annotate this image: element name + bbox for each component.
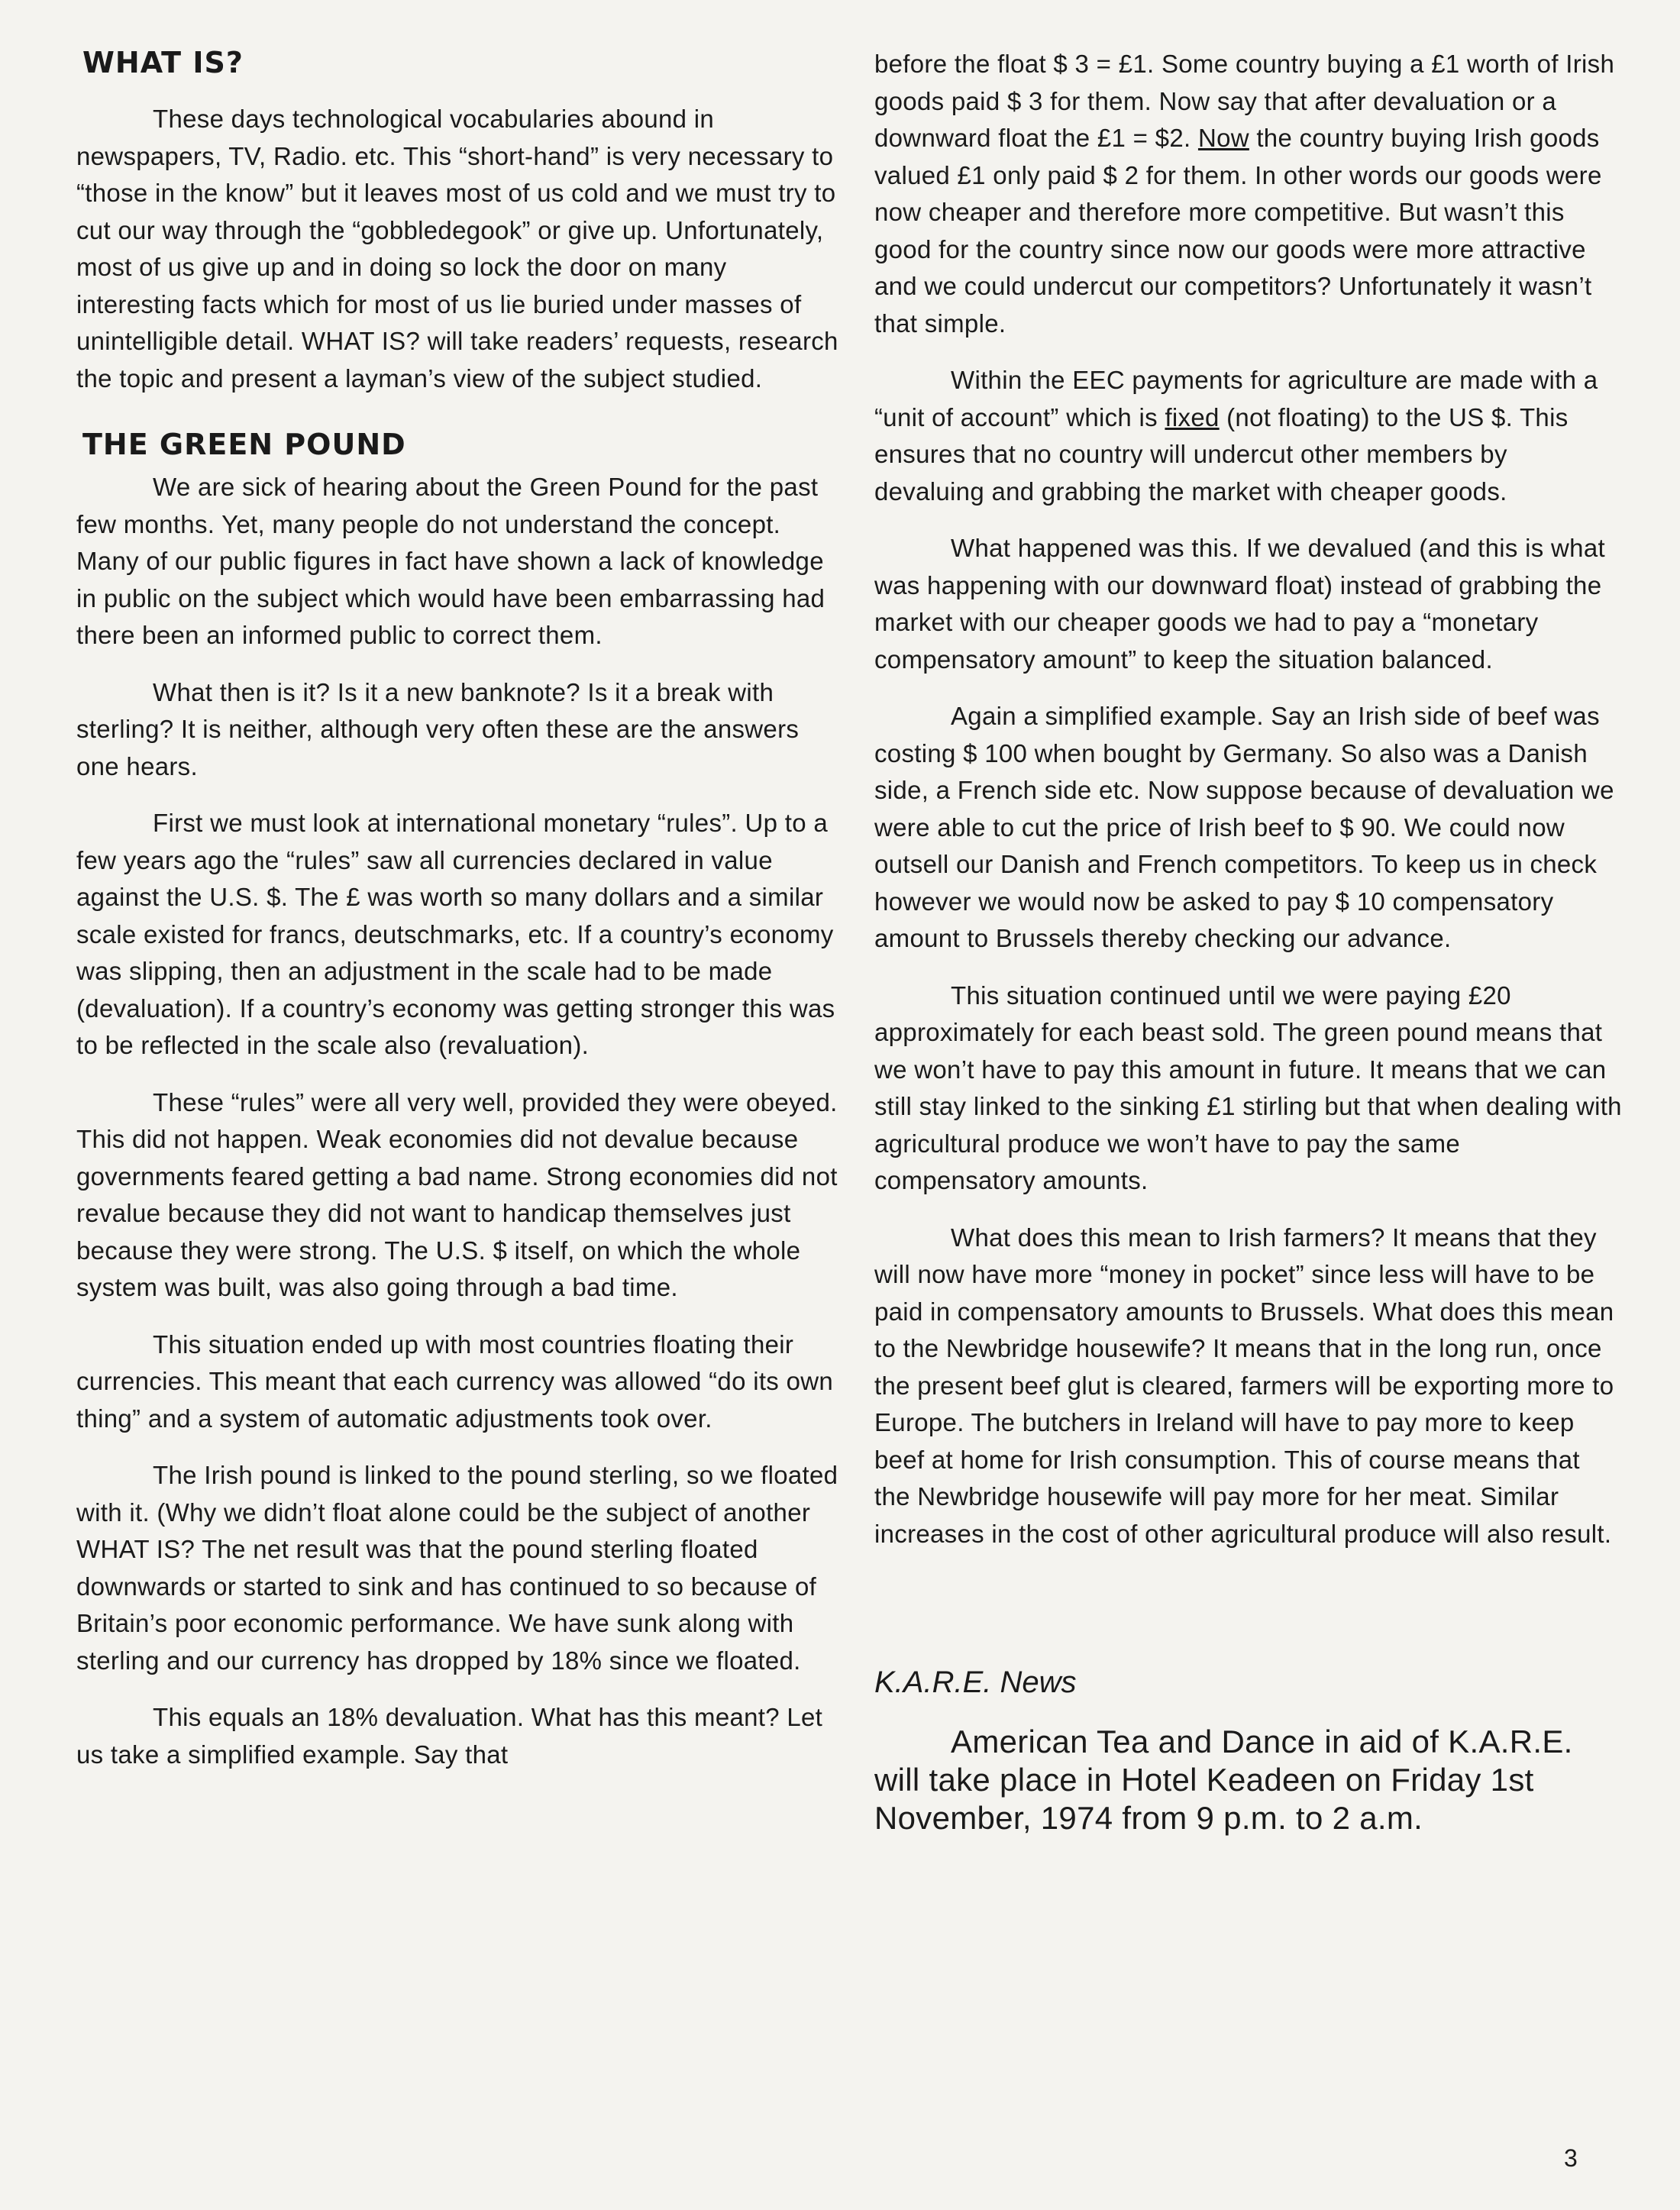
paragraph: What happened was this. If we devalued (and this is what was happening with our downward float) instead of grabbing the market with our cheaper goods we had to pay a “monetary compensatory amount” to keep the situation balanced.: [874, 534, 1605, 674]
paragraph: [874, 46, 1623, 342]
what-is-heading: WHAT IS?: [82, 46, 244, 79]
text-run: before the float $ 3 = £1. Some country buying a £1 worth of Irish goods paid $ 3 for them. Now say that after devaluation or a downward float the £1 = $2.: [874, 50, 1615, 152]
text-run: (not floating) to the US $. This ensures that no country will undercut other members by devaluing and grabbing the market with cheaper goods.: [874, 402, 1569, 506]
text-run: Within the EEC payments for agriculture are made with a “unit of account” which is: [874, 366, 1598, 431]
green-pound-heading: THE GREEN POUND: [82, 428, 406, 461]
underlined-word: Now: [1197, 124, 1249, 152]
underlined-word: fixed: [1165, 402, 1220, 431]
paragraph: First we must look at international monetary “rules”. Up to a few years ago the “rules” saw all currencies declared in value against the U.S. $. The £ was worth so many dollars and a similar scale existed for francs, deutschmarks, etc. If a country’s economy was slipping, then an adjustment in the scale had to be made (devaluation). If a country’s economy was getting stronger this was to be reflected in the scale also (revaluation).: [76, 809, 835, 1059]
paragraph: This equals an 18% devaluation. What has this meant? Let us take a simplified example. Say that: [76, 1703, 823, 1769]
paragraph: [874, 362, 1623, 510]
paragraph: What does this mean to Irish farmers? It means that they will now have more “money in pocket” since less will have to be paid in compensatory amounts to Brussels. What does this mean to the Newbridge housewife? It means that in the long run, once the present beef glut is cleared, farmers will be exporting more to Europe. The butchers in Ireland will have to pay more to keep beef at home for Irish consumption. This of course means that the Newbridge housewife will pay more for her meat. Similar increases in the cost of other agricultural produce will also result.: [874, 1223, 1614, 1548]
paragraph: Again a simplified example. Say an Irish side of beef was costing $ 100 when bought by Germany. So also was a Danish side, a French side etc. Now suppose because of devaluation we were able to cut the price of Irish beef to $ 90. We could now outsell our Danish and French competitors. To keep us in check however we would now be asked to pay $ 10 compensatory amount to Brussels thereby checking our advance.: [874, 702, 1614, 952]
left-column: [76, 46, 840, 1793]
right-column: [874, 46, 1623, 1837]
paragraph: What then is it? Is it a new banknote? Is it a break with sterling? It is neither, although very often these are the answers one hears.: [76, 677, 800, 780]
intro-paragraph: These days technological vocabularies abound in newspapers, TV, Radio. etc. This “short-hand” is very necessary to “those in the know” but it leaves most of us cold and we must try to cut our way through the “gobbledegook” or give up. Unfortunately, most of us give up and in doing so lock the door on many interesting facts which for most of us lie buried under masses of unintelligible detail. WHAT IS? will take readers’ requests, research the topic and present a layman’s view of the subject studied.: [76, 105, 838, 393]
text-run: the country buying Irish goods valued £1 only paid $ 2 for them. In other words our goods were now cheaper and therefore more competitive. But wasn’t this good for the country since now our goods were more attractive and we could undercut our competitors? Unfortunately it wasn’t that simple.: [874, 124, 1602, 338]
event-announcement: American Tea and Dance in aid of K.A.R.E. will take place in Hotel Keadeen on Friday 1st November, 1974 from 9 p.m. to 2 a.m.: [874, 1724, 1573, 1836]
paragraph: We are sick of hearing about the Green Pound for the past few months. Yet, many people do not understand the concept. Many of our public figures in fact have shown a lack of knowledge in public on the subject which would have been embarrassing had there been an informed public to correct them.: [76, 473, 825, 649]
paragraph: The Irish pound is linked to the pound sterling, so we floated with it. (Why we didn’t float alone could be the subject of another WHAT IS? The net result was that the pound sterling floated downwards or started to sink and has continued to so because of Britain’s poor economic performance. We have sunk along with sterling and our currency has dropped by 18% since we floated.: [76, 1461, 838, 1675]
kare-news-heading: K.A.R.E. News: [874, 1666, 1077, 1699]
paragraph: This situation ended up with most countries floating their currencies. This meant that each currency was allowed “do its own thing” and a system of automatic adjustments took over.: [76, 1330, 834, 1433]
paragraph: This situation continued until we were paying £20 approximately for each beast sold. The green pound means that we won’t have to pay this amount in future. It means that we can still stay linked to the sinking £1 stirling but that when dealing with agricultural produce we won’t have to pay the same compensatory amounts.: [874, 981, 1622, 1194]
paragraph: These “rules” were all very well, provided they were obeyed. This did not happen. Weak economies did not devalue because governments feared getting a bad name. Strong economies did not revalue because they did not want to handicap themselves just because they were strong. The U.S. $ itself, on which the whole system was built, was also going through a bad time.: [76, 1087, 838, 1301]
page-number: 3: [1564, 2144, 1578, 2172]
